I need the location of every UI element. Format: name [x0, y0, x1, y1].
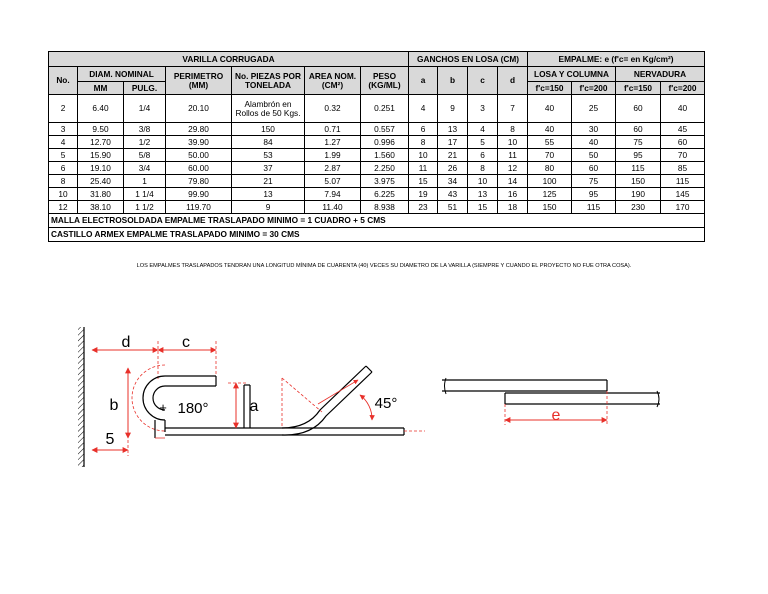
cell-a: 19: [409, 188, 438, 201]
cell-b: 34: [438, 175, 468, 188]
label-5: 5: [105, 431, 115, 448]
cell-pulg: 1: [124, 175, 166, 188]
header-fc200-losa: f'c=200: [572, 82, 616, 95]
cell-a: 8: [409, 136, 438, 149]
cell-a: 23: [409, 201, 438, 214]
cell-pulg: 1/4: [124, 95, 166, 123]
header-no: No.: [49, 67, 78, 95]
label-d: d: [121, 334, 131, 351]
cell-no: 4: [49, 136, 78, 149]
cell-n150: 75: [616, 136, 661, 149]
cell-piezas: 9: [232, 201, 305, 214]
cell-a: 11: [409, 162, 438, 175]
cell-peso: 0.557: [361, 123, 409, 136]
cell-b: 43: [438, 188, 468, 201]
cell-a: 6: [409, 123, 438, 136]
cell-n200: 115: [661, 175, 705, 188]
cell-peso: 1.560: [361, 149, 409, 162]
label-45: 45°: [374, 395, 398, 412]
header-mm: MM: [78, 82, 124, 95]
header-d: d: [498, 67, 528, 95]
cell-no: 6: [49, 162, 78, 175]
header-empalme: EMPALME: e (f'c= en Kg/cm²): [528, 52, 705, 67]
cell-mm: 25.40: [78, 175, 124, 188]
cell-d: 14: [498, 175, 528, 188]
cell-mm: 9.50: [78, 123, 124, 136]
cell-lc200: 25: [572, 95, 616, 123]
header-b: b: [438, 67, 468, 95]
cell-area: 1.99: [305, 149, 361, 162]
cell-mm: 31.80: [78, 188, 124, 201]
cell-d: 18: [498, 201, 528, 214]
cell-lc200: 30: [572, 123, 616, 136]
cell-c: 4: [468, 123, 498, 136]
cell-d: 8: [498, 123, 528, 136]
wall-hatch: [78, 327, 84, 467]
cell-n150: 60: [616, 123, 661, 136]
label-e: e: [551, 407, 561, 424]
cell-lc200: 115: [572, 201, 616, 214]
cell-a: 15: [409, 175, 438, 188]
cell-piezas: 37: [232, 162, 305, 175]
header-pulg: PULG.: [124, 82, 166, 95]
header-fc200-nerv: f'c=200: [661, 82, 705, 95]
cell-b: 17: [438, 136, 468, 149]
cell-lc200: 75: [572, 175, 616, 188]
cell-perimetro: 60.00: [166, 162, 232, 175]
cell-lc200: 95: [572, 188, 616, 201]
header-perimetro: PERIMETRO (MM): [166, 67, 232, 95]
cell-area: 2.87: [305, 162, 361, 175]
cell-perimetro: 99.90: [166, 188, 232, 201]
cell-peso: 0.996: [361, 136, 409, 149]
cell-pulg: 1 1/2: [124, 201, 166, 214]
cell-n200: 85: [661, 162, 705, 175]
cell-b: 13: [438, 123, 468, 136]
cell-a: 4: [409, 95, 438, 123]
cell-c: 15: [468, 201, 498, 214]
cell-b: 26: [438, 162, 468, 175]
cell-area: 1.27: [305, 136, 361, 149]
cell-area: 5.07: [305, 175, 361, 188]
header-fc150-nerv: f'c=150: [616, 82, 661, 95]
cell-n200: 45: [661, 123, 705, 136]
cell-piezas: 84: [232, 136, 305, 149]
cell-piezas: Alambrón en Rollos de 50 Kgs.: [232, 95, 305, 123]
label-plus: +: [159, 400, 167, 415]
cell-lc150: 70: [528, 149, 572, 162]
cell-no: 5: [49, 149, 78, 162]
cell-perimetro: 20.10: [166, 95, 232, 123]
cell-mm: 38.10: [78, 201, 124, 214]
cell-c: 8: [468, 162, 498, 175]
cell-b: 21: [438, 149, 468, 162]
header-diam-nominal: DIAM. NOMINAL: [78, 67, 166, 82]
hook180-radius: [132, 365, 165, 431]
header-losa-columna: LOSA Y COLUMNA: [528, 67, 616, 82]
cell-pulg: 3/4: [124, 162, 166, 175]
cell-pulg: 3/8: [124, 123, 166, 136]
cell-lc150: 40: [528, 123, 572, 136]
cell-area: 7.94: [305, 188, 361, 201]
cell-lc200: 60: [572, 162, 616, 175]
hook45-guide: [282, 378, 322, 412]
cell-lc150: 55: [528, 136, 572, 149]
cell-no: 3: [49, 123, 78, 136]
cell-lc150: 80: [528, 162, 572, 175]
cell-piezas: 53: [232, 149, 305, 162]
cell-lc150: 125: [528, 188, 572, 201]
cell-n150: 230: [616, 201, 661, 214]
cell-no: 8: [49, 175, 78, 188]
cell-peso: 2.250: [361, 162, 409, 175]
cell-c: 13: [468, 188, 498, 201]
cell-lc150: 150: [528, 201, 572, 214]
cell-n150: 150: [616, 175, 661, 188]
cell-area: 0.71: [305, 123, 361, 136]
cell-no: 10: [49, 188, 78, 201]
header-a: a: [409, 67, 438, 95]
cell-area: 11.40: [305, 201, 361, 214]
cell-c: 3: [468, 95, 498, 123]
hook45-arrow: [318, 380, 358, 404]
label-b: b: [109, 397, 119, 414]
cell-pulg: 1 1/4: [124, 188, 166, 201]
cell-n150: 95: [616, 149, 661, 162]
cell-n200: 40: [661, 95, 705, 123]
cell-c: 5: [468, 136, 498, 149]
cell-perimetro: 50.00: [166, 149, 232, 162]
cell-a: 10: [409, 149, 438, 162]
cell-piezas: 13: [232, 188, 305, 201]
label-c: c: [182, 334, 190, 351]
note-castillo: CASTILLO ARMEX EMPALME TRASLAPADO MINIMO = 30 CMS: [49, 228, 705, 242]
cell-lc150: 40: [528, 95, 572, 123]
cell-mm: 19.10: [78, 162, 124, 175]
cell-lc200: 40: [572, 136, 616, 149]
cell-peso: 8.938: [361, 201, 409, 214]
cell-c: 10: [468, 175, 498, 188]
cell-n200: 70: [661, 149, 705, 162]
cell-mm: 15.90: [78, 149, 124, 162]
cell-no: 12: [49, 201, 78, 214]
label-180: 180°: [177, 400, 209, 417]
header-peso: PESO (KG/ML): [361, 67, 409, 95]
header-piezas: No. PIEZAS POR TONELADA: [232, 67, 305, 95]
cell-area: 0.32: [305, 95, 361, 123]
footnote: LOS EMPALMES TRASLAPADOS TENDRAN UNA LONGITUD MÍNIMA DE CUARENTA (40) VECES SU DIAMETRO DE LA VARILLA (SIEMPRE Y CUANDO EL PROYECTO NO FUE OTRA COSA).: [136, 263, 632, 269]
cell-mm: 6.40: [78, 95, 124, 123]
cell-piezas: 150: [232, 123, 305, 136]
cell-c: 6: [468, 149, 498, 162]
cell-b: 9: [438, 95, 468, 123]
cell-n200: 60: [661, 136, 705, 149]
cell-n200: 145: [661, 188, 705, 201]
angle-45-arc: [360, 395, 372, 420]
cell-d: 16: [498, 188, 528, 201]
cell-n150: 115: [616, 162, 661, 175]
header-ganchos: GANCHOS EN LOSA (CM): [409, 52, 528, 67]
cell-piezas: 21: [232, 175, 305, 188]
header-fc150-losa: f'c=150: [528, 82, 572, 95]
cell-d: 11: [498, 149, 528, 162]
label-a: a: [249, 398, 259, 415]
cell-no: 2: [49, 95, 78, 123]
header-varilla: VARILLA CORRUGADA: [49, 52, 409, 67]
cell-mm: 12.70: [78, 136, 124, 149]
note-malla: MALLA ELECTROSOLDADA EMPALME TRASLAPADO MINIMO = 1 CUADRO + 5 CMS: [49, 214, 705, 228]
hook45-end: [366, 366, 372, 372]
cell-n150: 60: [616, 95, 661, 123]
header-c: c: [468, 67, 498, 95]
cell-perimetro: 79.80: [166, 175, 232, 188]
cell-lc200: 50: [572, 149, 616, 162]
cell-peso: 6.225: [361, 188, 409, 201]
cell-perimetro: 39.90: [166, 136, 232, 149]
cell-lc150: 100: [528, 175, 572, 188]
cell-d: 7: [498, 95, 528, 123]
cell-pulg: 5/8: [124, 149, 166, 162]
cell-pulg: 1/2: [124, 136, 166, 149]
cell-b: 51: [438, 201, 468, 214]
header-area: AREA NOM. (CM²): [305, 67, 361, 95]
cell-d: 10: [498, 136, 528, 149]
cell-perimetro: 119.70: [166, 201, 232, 214]
cell-n200: 170: [661, 201, 705, 214]
cell-d: 12: [498, 162, 528, 175]
cell-n150: 190: [616, 188, 661, 201]
header-nervadura: NERVADURA: [616, 67, 705, 82]
cell-peso: 0.251: [361, 95, 409, 123]
cell-perimetro: 29.80: [166, 123, 232, 136]
cell-peso: 3.975: [361, 175, 409, 188]
